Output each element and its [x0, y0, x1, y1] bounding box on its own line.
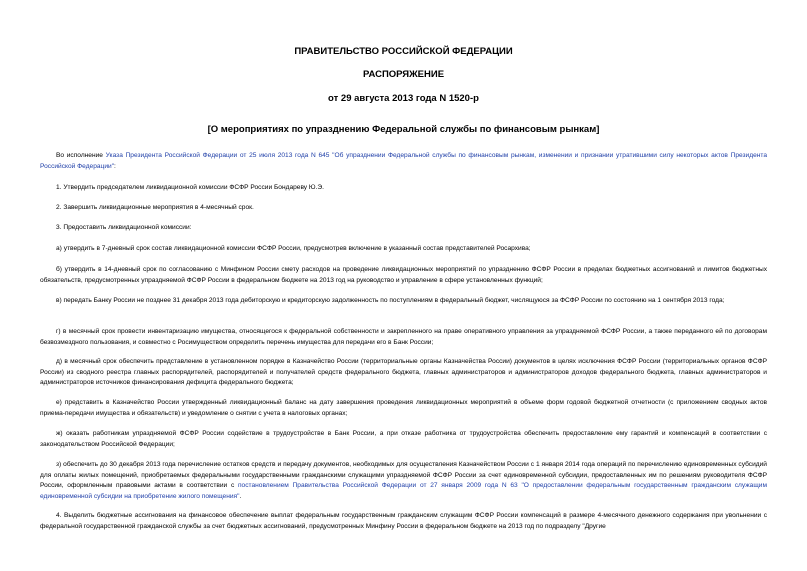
item-3: 3. Предоставить ликвидационной комиссии: [56, 224, 192, 231]
item-1: 1. Утвердить председателем ликвидационной комиссии ФСФР России Бондареву Ю.Э. [56, 184, 325, 191]
resolution-link[interactable]: постановлением Правительства Российской Федерации от 27 января 2009 года N 63 "О предоставлении федеральным государственным гражданским служащим единовременной субсидии на приобретение жилого помещения" [40, 482, 767, 500]
date-number-heading: от 29 августа 2013 года N 1520-р [328, 93, 479, 104]
subitem-b: б) утвердить в 14-дневный срок по согласованию с Минфином России смету расходов на проведение ликвидационных мероприятий по упразднению ФСФР России в пределах бюджетных ассигнований и лимитов бюджетных обязательств, предусмотренных упраздняемой ФСФР России в федеральном бюджете на 2013 год на руководство и управление в сфере установленных функций; [40, 266, 767, 284]
intro-suffix: : [114, 162, 116, 170]
subitem-zh: ж) оказать работникам упраздняемой ФСФР России содействие в трудоустройстве в Банк России, а при отказе работника от трудоустройства обеспечить предоставление ему гарантий и компенсаций в соответствии с законодательством Российской Федерации; [40, 430, 767, 448]
subitem-v: в) передать Банку России не позднее 31 декабря 2013 года дебиторскую и кредиторскую задолженность по поступлениям в федеральный бюджет, числящуюся за ФСФР России по состоянию на 1 сентября 2013 года; [56, 297, 725, 304]
subitem-d: д) в месячный срок обеспечить представление в установленном порядке в Казначейство России (территориальные органы Казначейства России) документов в целях исключения ФСФР России (территориальных органов ФСФР России) из сводного реестра главных распорядителей, распорядителей и получателей средств федерального бюджета, главных администраторов и администраторов доходов федерального бюджета, главных администраторов и администраторов источников финансирования дефицита федерального бюджета; [40, 358, 767, 386]
document-type-heading: РАСПОРЯЖЕНИЕ [362, 69, 445, 80]
decree-link[interactable]: Указа Президента Российской Федерации от 25 июля 2013 года N 645 "Об упразднении Федеральной службы по финансовым рынкам, изменении и признании утратившими силу некоторых актов Президента Российской Федерации" [40, 152, 767, 170]
subitem-g: г) в месячный срок провести инвентаризацию имущества, относящегося к федеральной собственности и закрепленного на праве оперативного управления за упраздняемой ФСФР России, а также переданного ей по договорам безвозмездного пользования, и совместно с Росимуществом определить перечень имущества для передачи его в Банк России; [40, 328, 767, 346]
subitem-a: а) утвердить в 7-дневный срок состав ликвидационной комиссии ФСФР России, предусмотрев включение в указанный состав представителей Росархива; [56, 245, 531, 252]
subitem-z-suffix: . [239, 492, 242, 500]
subitem-z [40, 460, 767, 502]
government-heading: ПРАВИТЕЛЬСТВО РОССИЙСКОЙ ФЕДЕРАЦИИ [294, 46, 513, 57]
intro-prefix: Во исполнение [56, 152, 106, 159]
subitem-z-text: з) обеспечить до 30 декабря 2013 года перечисление остатков средств и передачу документов, необходимых для осуществления Казначейством России с 1 января 2014 года операций по перечислению единовременных субсидий для оплаты жилых помещений, приобретаемых федеральными государственными гражданскими служащими упраздняемой ФСФР России за счет единовременной субсидии, предоставленных им по решениям руководителя ФСФР России, оформленным правовыми актами в соответствии с [40, 461, 767, 489]
document-title: [О мероприятиях по упразднению Федеральной службы по финансовым рынкам] [207, 124, 600, 135]
intro-paragraph [40, 151, 767, 172]
item-2: 2. Завершить ликвидационные мероприятия в 4-месячный срок. [56, 204, 254, 211]
item-4: 4. Выделить бюджетные ассигнования на финансовое обеспечение выплат федеральным государственным гражданским служащим ФСФР России компенсаций в размере 4-месячного денежного содержания при увольнении с федеральной государственной гражданской службы за счет бюджетных ассигнований, предусмотренных Минфину России в федеральном бюджете на 2013 год по подразделу "Другие [40, 512, 767, 530]
subitem-e: е) представить в Казначейство России утвержденный ликвидационный баланс на дату завершения проведения ликвидационных мероприятий в объеме форм годовой бюджетной отчетности (с приложением сводных актов приема-передачи имущества и обязательств) и уведомление о снятии с учета в налоговых органах; [40, 399, 767, 417]
